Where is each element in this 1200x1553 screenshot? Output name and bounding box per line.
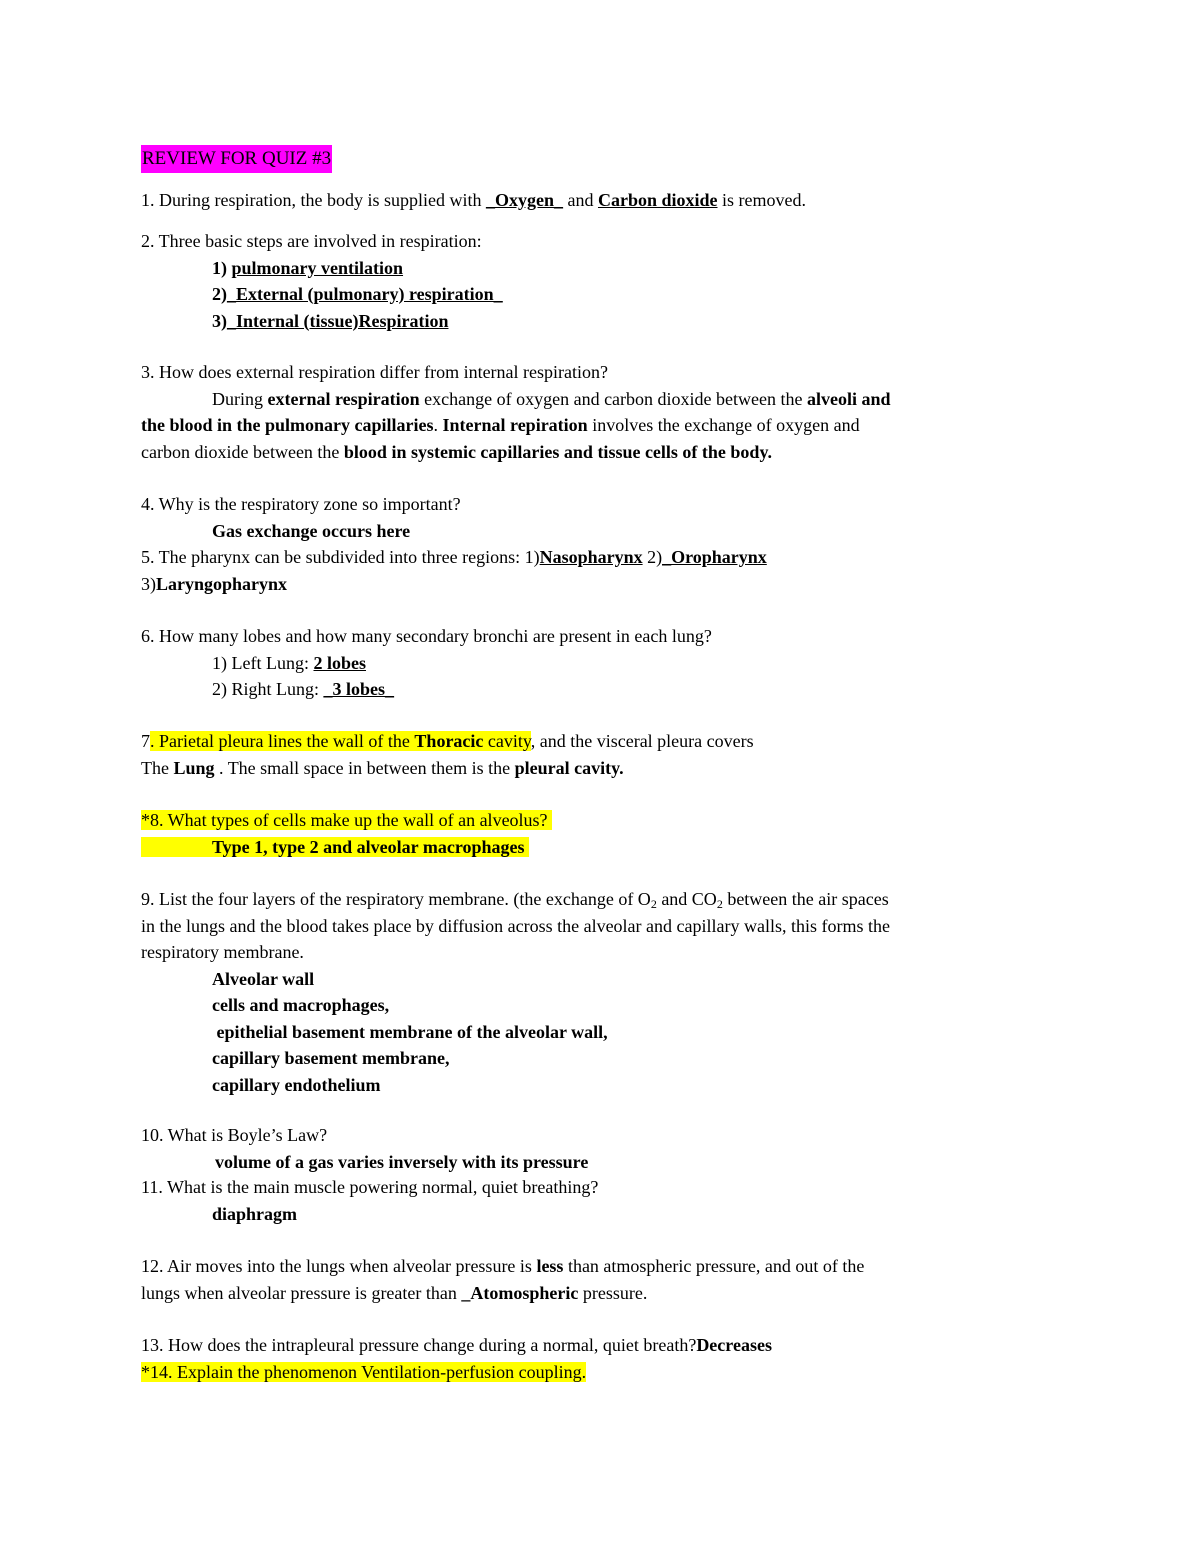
step-3: 3)_Internal (tissue)Respiration [212, 310, 449, 331]
question-9: 9. List the four layers of the respiratory membrane. (the exchange of $O_2$ and $CO_2$ between the air spaces in the lungs and the blood takes place by diffusion across the alveolar and capillary walls, this forms the respiratory membrane. Alveolar wall cells and macrophages, epithelial basement membrane of the alveolar wall, capillary basement membrane, capillary endothelium [141, 886, 1046, 1098]
question-10: 10. What is Boyle’s Law? volume of a gas varies inversely with its pressure [141, 1122, 1046, 1175]
layer-2: cells and macrophages, [212, 995, 390, 1015]
left-lung: 1) Left Lung: 2 lobes [212, 652, 366, 673]
question-14 [141, 1359, 1046, 1386]
layer-3: epithelial basement membrane of the alveolar wall, [212, 1021, 608, 1042]
question-7: 7. Parietal pleura lines the wall of the Thoracic cavity, and the visceral pleura covers The Lung . The small space in between them is the pleural cavity. [141, 731, 754, 778]
question-6: 6. How many lobes and how many secondary bronchi are present in each lung? 1) Left Lung: 2 lobes 2) Right Lung: _3 lobes_ [141, 623, 1046, 703]
answer-8: Type 1, type 2 and alveolar macrophages [141, 837, 529, 857]
question-12: 12. Air moves into the lungs when alveolar pressure is less than atmospheric pressure, and out of the lungs when alveolar pressure is greater than _Atomospheric pressure. [141, 1256, 865, 1303]
question-8 [141, 807, 1046, 860]
step-1: 1) pulmonary ventilation [212, 257, 404, 278]
highlight-q7: . Parietal pleura lines the wall of the Thoracic cavity [150, 731, 531, 751]
answer-carbon-dioxide: Carbon dioxide [597, 190, 718, 210]
answer-laryngopharynx: Laryngopharynx [156, 573, 288, 594]
layer-4: capillary basement membrane, [212, 1048, 450, 1068]
right-lung: 2) Right Lung: _3 lobes_ [212, 679, 395, 699]
answer-3-line-1: During external respiration exchange of oxygen and carbon dioxide between the alveoli and [212, 388, 891, 409]
answer-oxygen: _Oxygen_ [485, 190, 563, 210]
answer-3-line-2: the blood in the pulmonary capillaries. Internal repiration involves the exchange of oxygen and [141, 415, 860, 435]
highlight-q8: *8. What types of cells make up the wall of an alveolus? [141, 810, 552, 830]
answer-10: volume of a gas varies inversely with its pressure [215, 1151, 589, 1172]
page-title: REVIEW FOR QUIZ #3 [141, 145, 332, 173]
answer-13: Decreases [696, 1335, 772, 1355]
step-2: 2)_External (pulmonary) respiration_ [212, 284, 503, 304]
question-11: 11. What is the main muscle powering normal, quiet breathing? diaphragm [141, 1174, 1046, 1227]
question-3: 3. How does external respiration differ from internal respiration? During external respiration exchange of oxygen and carbon dioxide between the alveoli and the blood in the pulmonary capillaries. Internal repiration involves the exchange of oxygen and carbon dioxide between the blood in systemic capillaries and tissue cells of the body. [141, 359, 1046, 465]
question-13: 13. How does the intrapleural pressure change during a normal, quiet breath?Decreases [141, 1335, 772, 1355]
question-1: 1. During respiration, the body is supplied with _Oxygen_ and Carbon dioxide is removed. [141, 190, 806, 210]
question-2: 2. Three basic steps are involved in respiration: 1) pulmonary ventilation 2)_External (pulmonary) respiration_ 3)_Internal (tissue)Respiration [141, 228, 1046, 334]
question-5: 5. The pharynx can be subdivided into three regions: 1)Nasopharynx 2)_Oropharynx 3)Laryngopharynx [141, 547, 767, 594]
highlight-q14: *14. Explain the phenomenon Ventilation-perfusion coupling. [141, 1362, 587, 1382]
layer-1: Alveolar wall [212, 968, 315, 989]
layer-5: capillary endothelium [212, 1074, 381, 1095]
answer-11: diaphragm [212, 1203, 298, 1224]
answer-nasopharynx: Nasopharynx [539, 547, 643, 567]
answer-3-line-3: carbon dioxide between the blood in systemic capillaries and tissue cells of the body. [141, 441, 772, 462]
answer-4: Gas exchange occurs here [212, 520, 411, 541]
answer-oropharynx: _Oropharynx [662, 547, 767, 567]
question-4: 4. Why is the respiratory zone so important? Gas exchange occurs here [141, 491, 1046, 544]
